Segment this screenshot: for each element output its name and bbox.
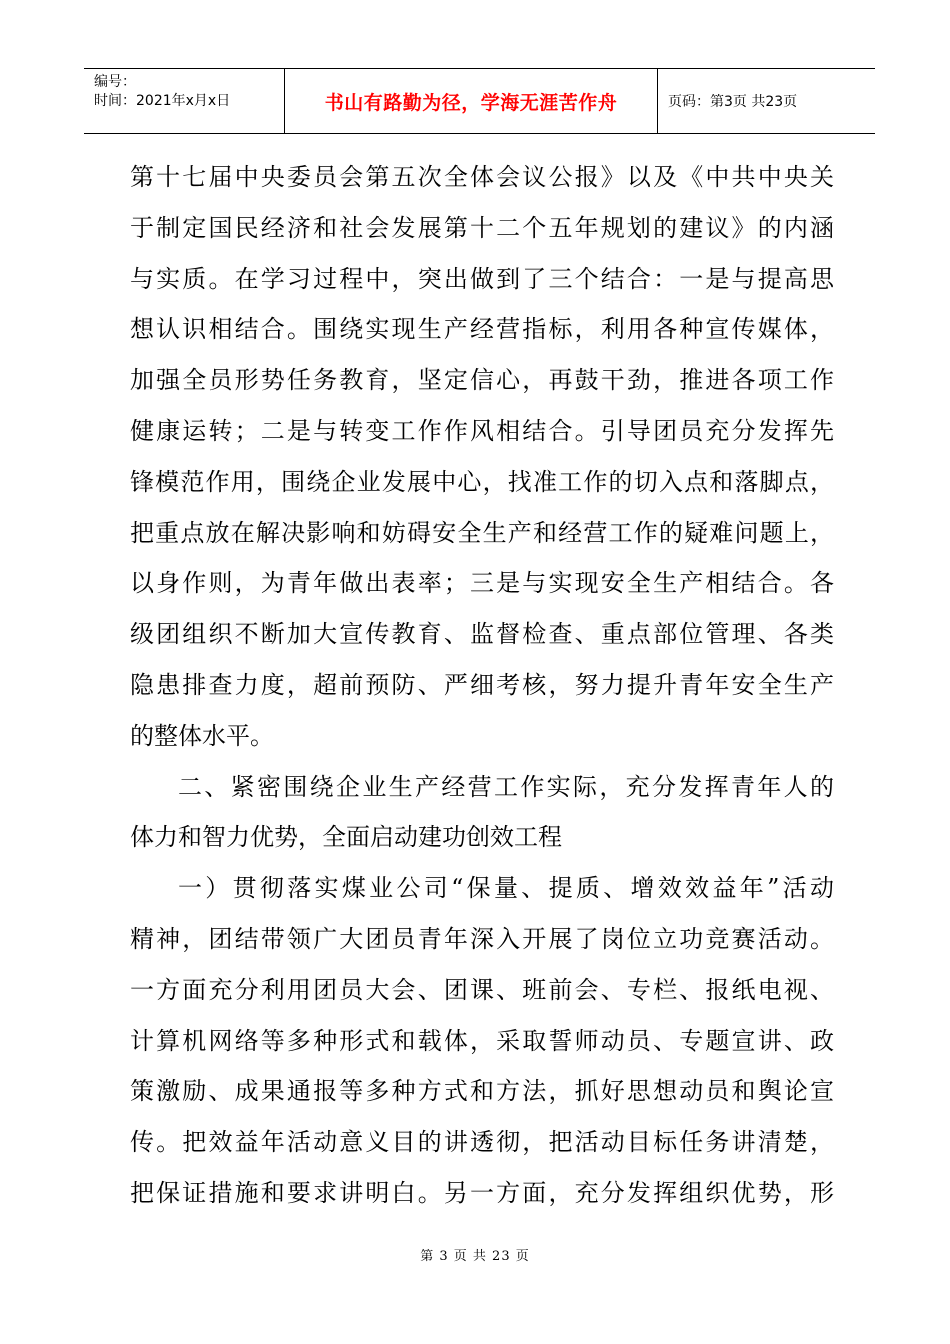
text-line: 隐患排查力度，超前预防、严细考核，努力提升青年安全生产: [130, 670, 834, 699]
text-line: 健康运转；二是与转变工作作风相结合。引导团员充分发挥先: [130, 416, 834, 445]
text-line: 加强全员形势任务教育，坚定信心，再鼓干劲，推进各项工作: [130, 366, 834, 395]
section-heading: [130, 762, 834, 864]
header-page-cell: [658, 69, 875, 133]
document-date: 时间：2021年x月x日: [94, 93, 231, 109]
text-line: 策激励、成果通报等多种方式和方法，抓好思想动员和舆论宣: [130, 1077, 834, 1106]
document-body: [130, 152, 834, 1219]
text-line: 传。把效益年活动意义目的讲透彻，把活动目标任务讲清楚，: [130, 1128, 834, 1157]
header-motto: 书山有路勤为径，学海无涯苦作舟: [324, 91, 618, 114]
text-line: 的整体水平。: [130, 721, 274, 750]
page-header: [84, 68, 875, 134]
header-page-info: 页码：第3页 共23页: [668, 94, 798, 110]
text-line: 一）贯彻落实煤业公司“保量、提质、增效效益年”活动: [178, 874, 834, 903]
text-line: 第十七届中央委员会第五次全体会议公报》以及《中共中央关: [130, 163, 834, 191]
text-line: 把保证措施和要求讲明白。另一方面，充分发挥组织优势，形: [130, 1178, 834, 1207]
text-line: 想认识相结合。围绕实现生产经营指标，利用各种宣传媒体，: [130, 315, 834, 344]
text-line: 精神，团结带领广大团员青年深入开展了岗位立功竞赛活动。: [130, 924, 834, 953]
text-line: 计算机网络等多种形式和载体，采取誓师动员、专题宣讲、政: [130, 1026, 834, 1055]
text-line: 二、紧密围绕企业生产经营工作实际，充分发挥青年人的: [178, 772, 834, 801]
text-line: 一方面充分利用团员大会、团课、班前会、专栏、报纸电视、: [130, 975, 834, 1004]
text-line: 体力和智力优势，全面启动建功创效工程: [130, 823, 562, 852]
text-line: 于制定国民经济和社会发展第十二个五年规划的建议》的内涵: [130, 213, 834, 242]
header-motto-cell: [284, 69, 658, 133]
page-footer: [0, 1245, 950, 1264]
footer-page-number: 第 3 页 共 23 页: [420, 1249, 530, 1264]
text-line: 以身作则，为青年做出表率；三是与实现安全生产相结合。各: [130, 569, 834, 598]
paragraph: [130, 152, 834, 762]
text-line: 把重点放在解决影响和妨碍安全生产和经营工作的疑难问题上，: [130, 518, 834, 547]
header-meta: [84, 69, 284, 133]
document-number: 编号：: [94, 74, 136, 90]
text-line: 与实质。在学习过程中，突出做到了三个结合：一是与提高思: [130, 264, 834, 293]
text-line: 级团组织不断加大宣传教育、监督检查、重点部位管理、各类: [130, 620, 834, 649]
paragraph: [130, 863, 834, 1219]
text-line: 锋模范作用，围绕企业发展中心，找准工作的切入点和落脚点，: [130, 467, 834, 496]
